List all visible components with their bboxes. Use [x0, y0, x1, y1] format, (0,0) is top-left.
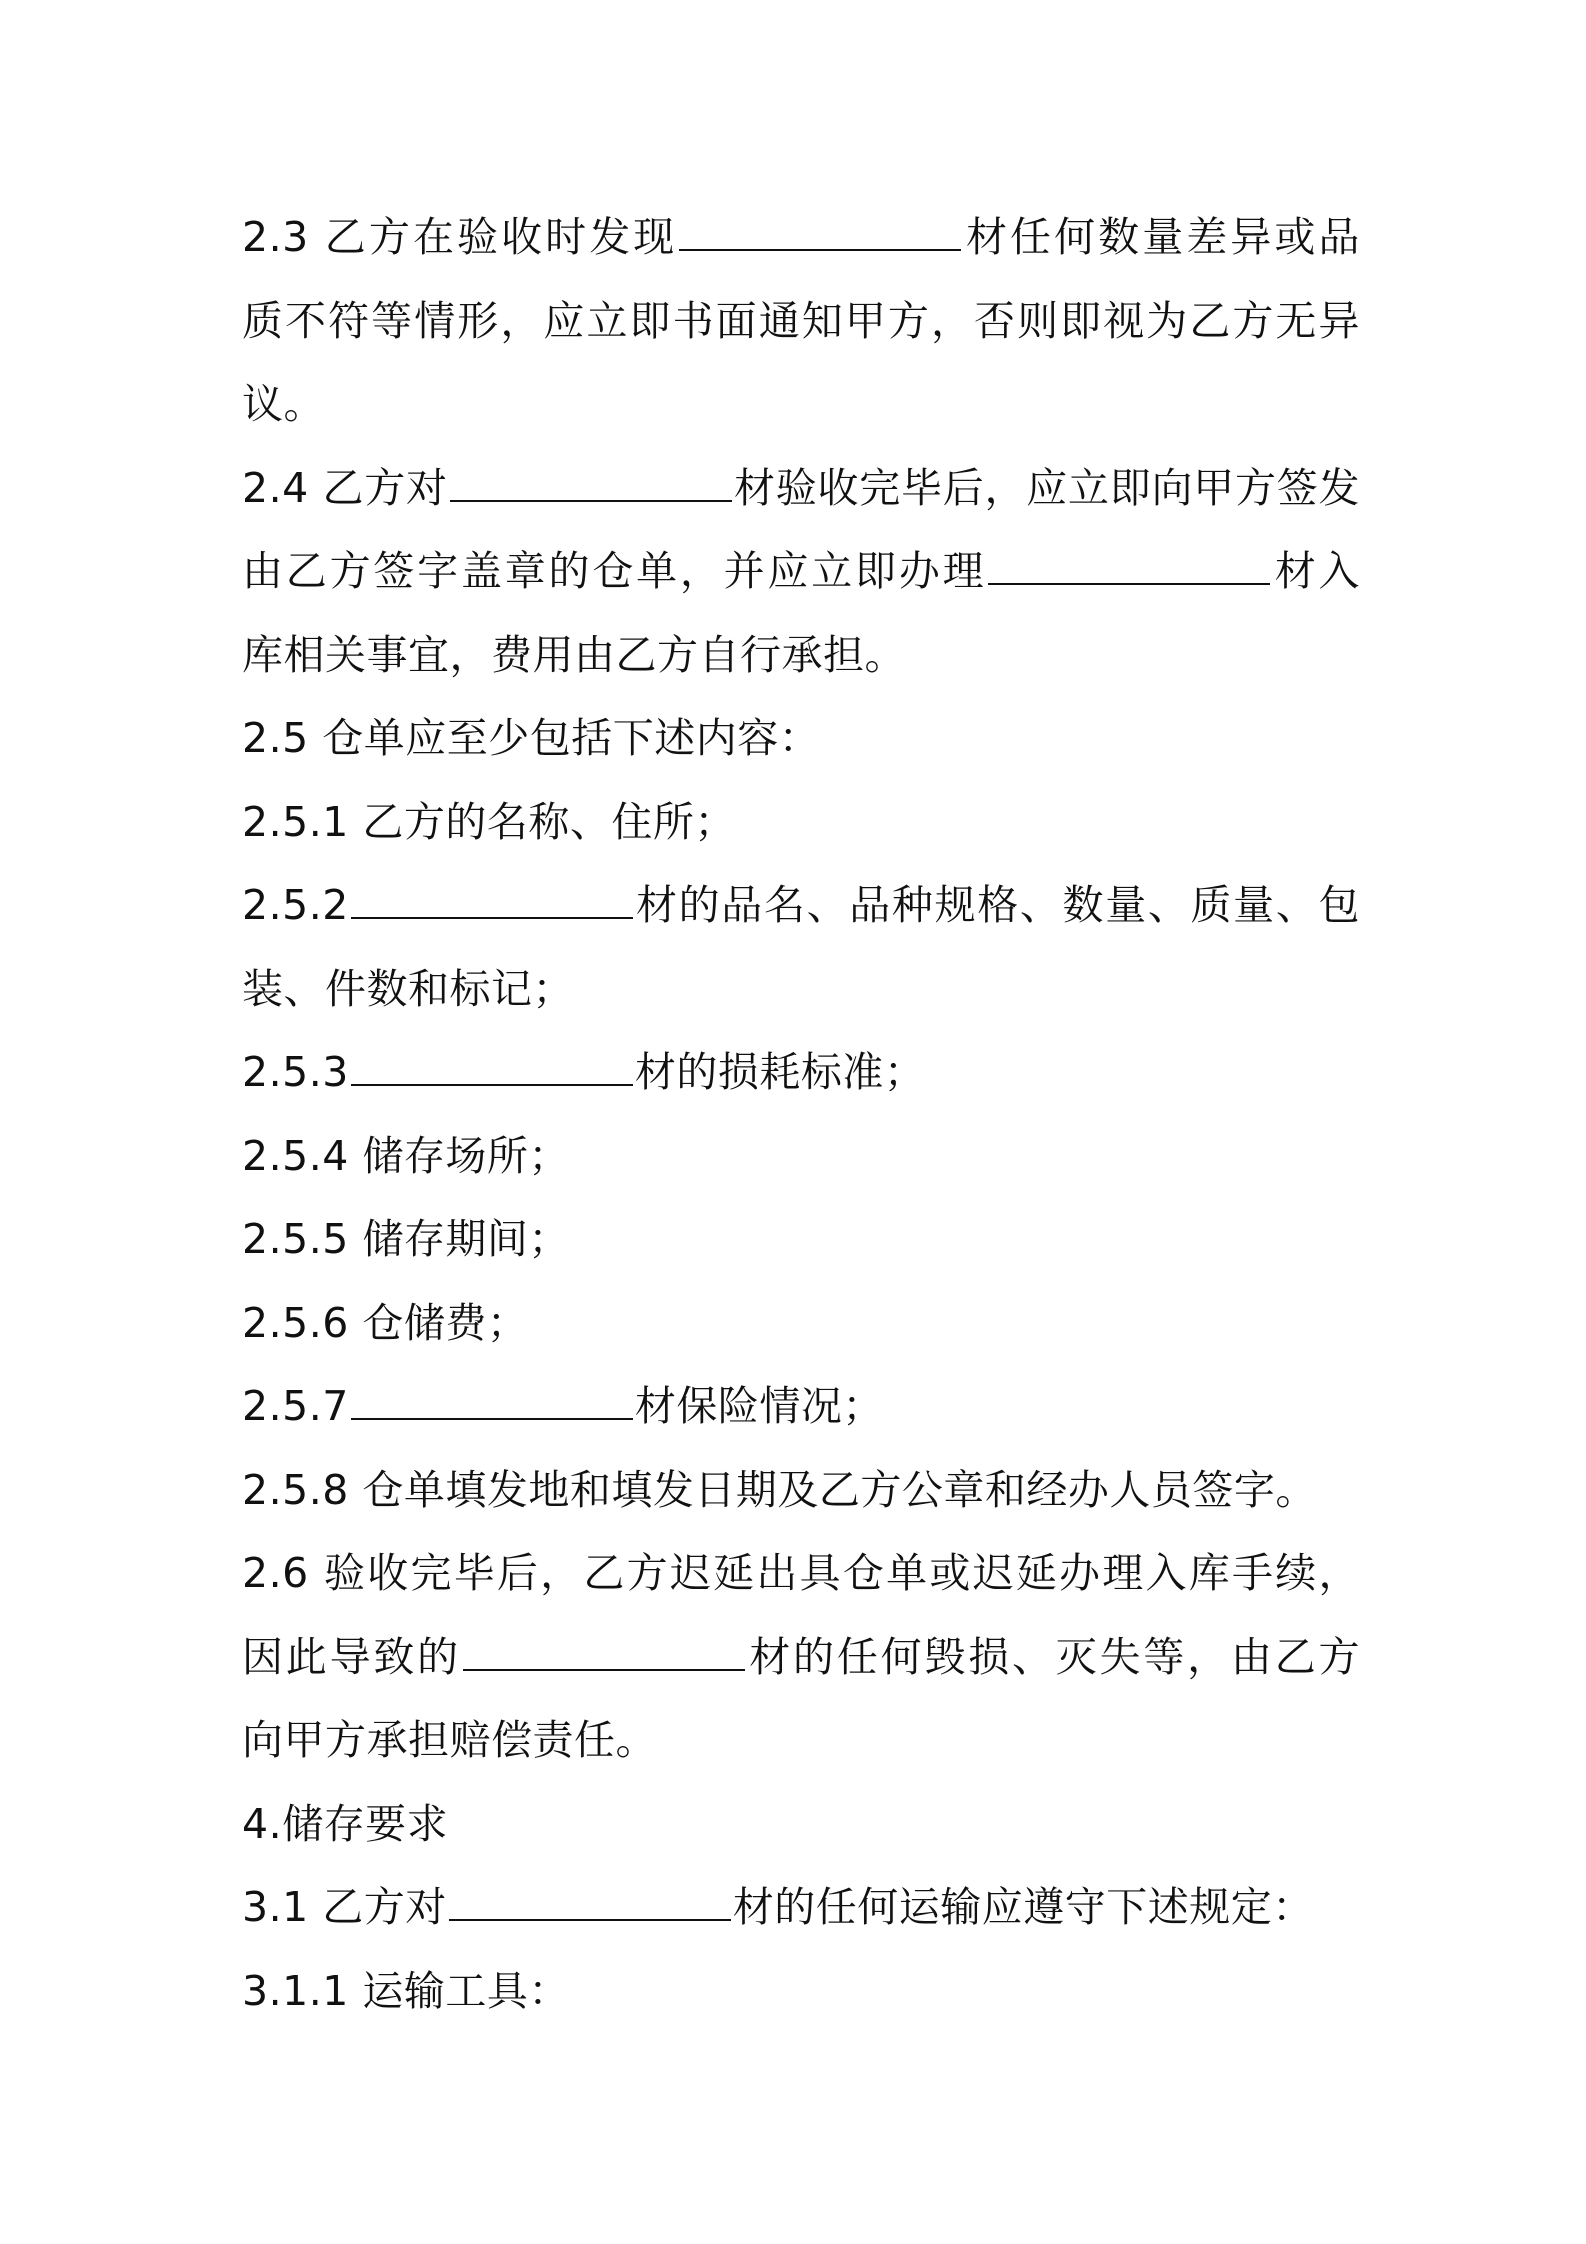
fill-in-blank — [449, 1917, 731, 1921]
fill-in-blank — [351, 1082, 633, 1086]
text-line — [242, 614, 1360, 698]
line-text: 因此导致的 — [242, 1632, 461, 1681]
line-text: 2.5.4 储存场所； — [242, 1131, 570, 1180]
text-line — [242, 1616, 1360, 1700]
line-text: 材的品名、品种规格、数量、质量、包 — [634, 881, 1360, 929]
text-line — [242, 280, 1360, 364]
fill-in-blank — [463, 1667, 745, 1671]
line-text: 由乙方签字盖章的仓单，并应立即办理 — [242, 547, 987, 595]
section-heading — [242, 1783, 1360, 1867]
text-line — [242, 1866, 1360, 1950]
line-text: 2.5.6 仓储费； — [242, 1298, 529, 1347]
text-line — [242, 781, 1360, 865]
line-text: 2.5.2 — [242, 881, 349, 929]
line-text: 装、件数和标记； — [242, 964, 574, 1013]
text-line — [242, 1532, 1360, 1616]
line-text: 2.4 乙方对 — [242, 463, 448, 512]
line-text: 向甲方承担赔偿责任。 — [242, 1716, 657, 1764]
line-text: 材验收完毕后，应立即向甲方签发 — [733, 463, 1360, 512]
fill-in-blank — [450, 498, 732, 502]
text-line — [242, 1031, 1360, 1115]
line-text: 材的任何毁损、灭失等，由乙方 — [746, 1632, 1361, 1681]
text-line — [242, 363, 1360, 447]
text-line — [242, 447, 1360, 531]
text-line — [242, 1950, 1360, 2034]
line-text: 2.6 验收完毕后，乙方迟延出具仓单或迟延办理入库手续， — [242, 1549, 1360, 1597]
line-text: 材任何数量差异或品 — [963, 213, 1360, 261]
line-text: 2.5 仓单应至少包括下述内容： — [242, 714, 821, 762]
line-text: 材的任何运输应遵守下述规定： — [732, 1883, 1314, 1931]
line-text: 材入 — [1272, 547, 1361, 595]
fill-in-blank — [679, 247, 961, 251]
line-text: 库相关事宜，费用由乙方自行承担。 — [242, 630, 906, 679]
line-text: 2.3 乙方在验收时发现 — [242, 213, 678, 261]
text-line — [242, 1365, 1360, 1449]
line-text: 2.5.7 — [242, 1382, 349, 1430]
line-text: 材的损耗标准； — [634, 1048, 926, 1096]
line-text: 3.1.1 运输工具： — [242, 1966, 570, 2015]
text-line — [242, 530, 1360, 614]
text-line — [242, 948, 1360, 1032]
line-text: 2.5.8 仓单填发地和填发日期及乙方公章和经办人员签字。 — [242, 1465, 1317, 1514]
line-text: 议。 — [242, 380, 325, 428]
line-text: 2.5.1 乙方的名称、住所； — [242, 797, 736, 846]
document-body — [242, 196, 1360, 2033]
line-text: 材保险情况； — [634, 1382, 884, 1430]
line-text: 4.储存要求 — [242, 1799, 449, 1848]
text-line — [242, 196, 1360, 280]
line-text: 质不符等情形，应立即书面通知甲方，否则即视为乙方无异 — [242, 296, 1360, 345]
text-line — [242, 1115, 1360, 1199]
line-text: 2.5.3 — [242, 1048, 349, 1096]
fill-in-blank — [988, 581, 1270, 585]
fill-in-blank — [351, 1416, 633, 1420]
text-line — [242, 697, 1360, 781]
text-line — [242, 1699, 1360, 1783]
line-text: 3.1 乙方对 — [242, 1883, 447, 1931]
fill-in-blank — [351, 915, 633, 919]
text-line — [242, 1198, 1360, 1282]
text-line — [242, 864, 1360, 948]
text-line — [242, 1282, 1360, 1366]
line-text: 2.5.5 储存期间； — [242, 1215, 570, 1263]
text-line — [242, 1449, 1360, 1533]
